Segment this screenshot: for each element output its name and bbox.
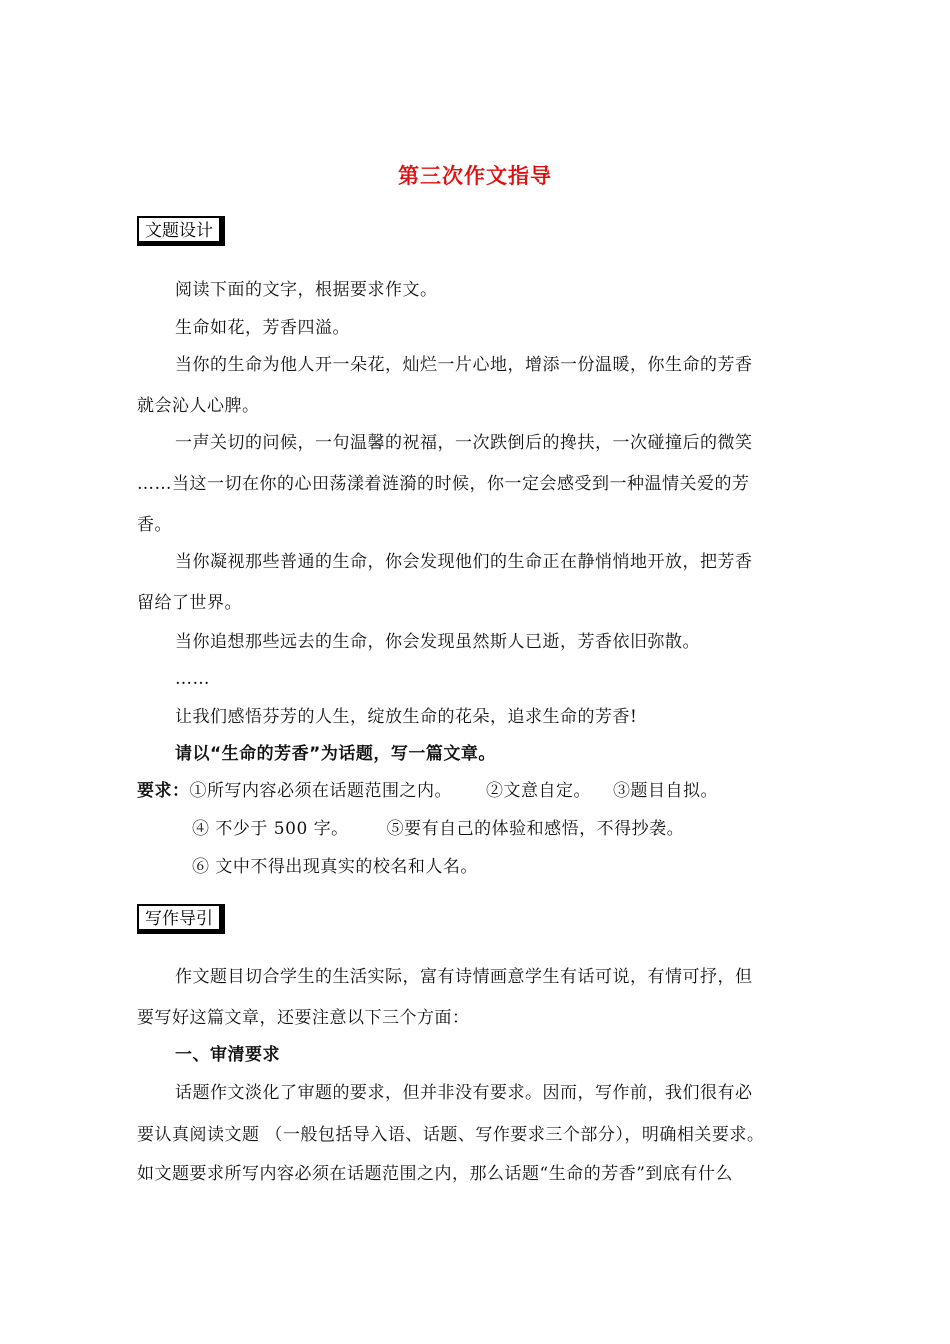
prompt-line: 请以“生命的芳香”为话题，写一篇文章。 — [175, 744, 496, 764]
section-tag-topic-design: 文题设计 — [137, 216, 221, 243]
requirement-2: ②文意自定。 — [486, 781, 591, 801]
paragraph-line: 让我们感悟芬芳的人生，绽放生命的花朵，追求生命的芳香! — [175, 707, 638, 727]
paragraph-line: ……当这一切在你的心田荡漾着涟漪的时候，你一定会感受到一种温情关爱的芳 — [137, 474, 750, 494]
paragraph-line: …… — [175, 669, 210, 689]
requirement-5: ⑤要有自己的体验和感悟，不得抄袭。 — [386, 819, 685, 839]
paragraph-line: 当你的生命为他人开一朵花，灿烂一片心地，增添一份温暖，你生命的芳香 — [175, 355, 753, 375]
paragraph-line: 当你凝视那些普通的生命，你会发现他们的生命正在静悄悄地开放，把芳香 — [175, 552, 753, 572]
paragraph-line: 作文题目切合学生的生活实际，富有诗情画意学生有话可说，有情可抒，但 — [175, 967, 753, 987]
requirement-4: ④ 不少于 500 字。 — [192, 819, 349, 839]
paragraph-line: 如文题要求所写内容必须在话题范围之内，那么话题“生命的芳香”到底有什么 — [137, 1164, 733, 1184]
requirement-3: ③题目自拟。 — [613, 781, 718, 801]
paragraph-line: 要写好这篇文章，还要注意以下三个方面： — [137, 1008, 470, 1028]
paragraph-line: 就会沁人心脾。 — [137, 396, 260, 416]
requirements-label: 要求： — [137, 781, 190, 801]
requirements-line-2 — [192, 817, 868, 841]
subheading: 一、审清要求 — [175, 1045, 280, 1065]
paragraph-line: 生命如花，芳香四溢。 — [175, 318, 350, 338]
paragraph-line: 一声关切的问候，一句温馨的祝福，一次跌倒后的搀扶，一次碰撞后的微笑 — [175, 433, 753, 453]
page-title: 第三次作文指导 — [398, 164, 552, 188]
requirements-line-1 — [137, 779, 813, 803]
requirement-1: ①所写内容必须在话题范围之内。 — [189, 781, 452, 801]
paragraph-line: 阅读下面的文字，根据要求作文。 — [175, 280, 438, 300]
paragraph-line: 当你追想那些远去的生命，你会发现虽然斯人已逝，芳香依旧弥散。 — [175, 632, 700, 652]
requirement-6: ⑥ 文中不得出现真实的校名和人名。 — [192, 857, 478, 877]
paragraph-line: 话题作文淡化了审题的要求，但并非没有要求。因而，写作前，我们很有必 — [175, 1083, 753, 1103]
paragraph-line: 留给了世界。 — [137, 593, 242, 613]
paragraph-line: 要认真阅读文题 （一般包括导入语、话题、写作要求三个部分），明确相关要求。 — [137, 1125, 765, 1145]
section-tag-writing-guide: 写作导引 — [137, 904, 221, 931]
paragraph-line: 香。 — [137, 515, 172, 535]
